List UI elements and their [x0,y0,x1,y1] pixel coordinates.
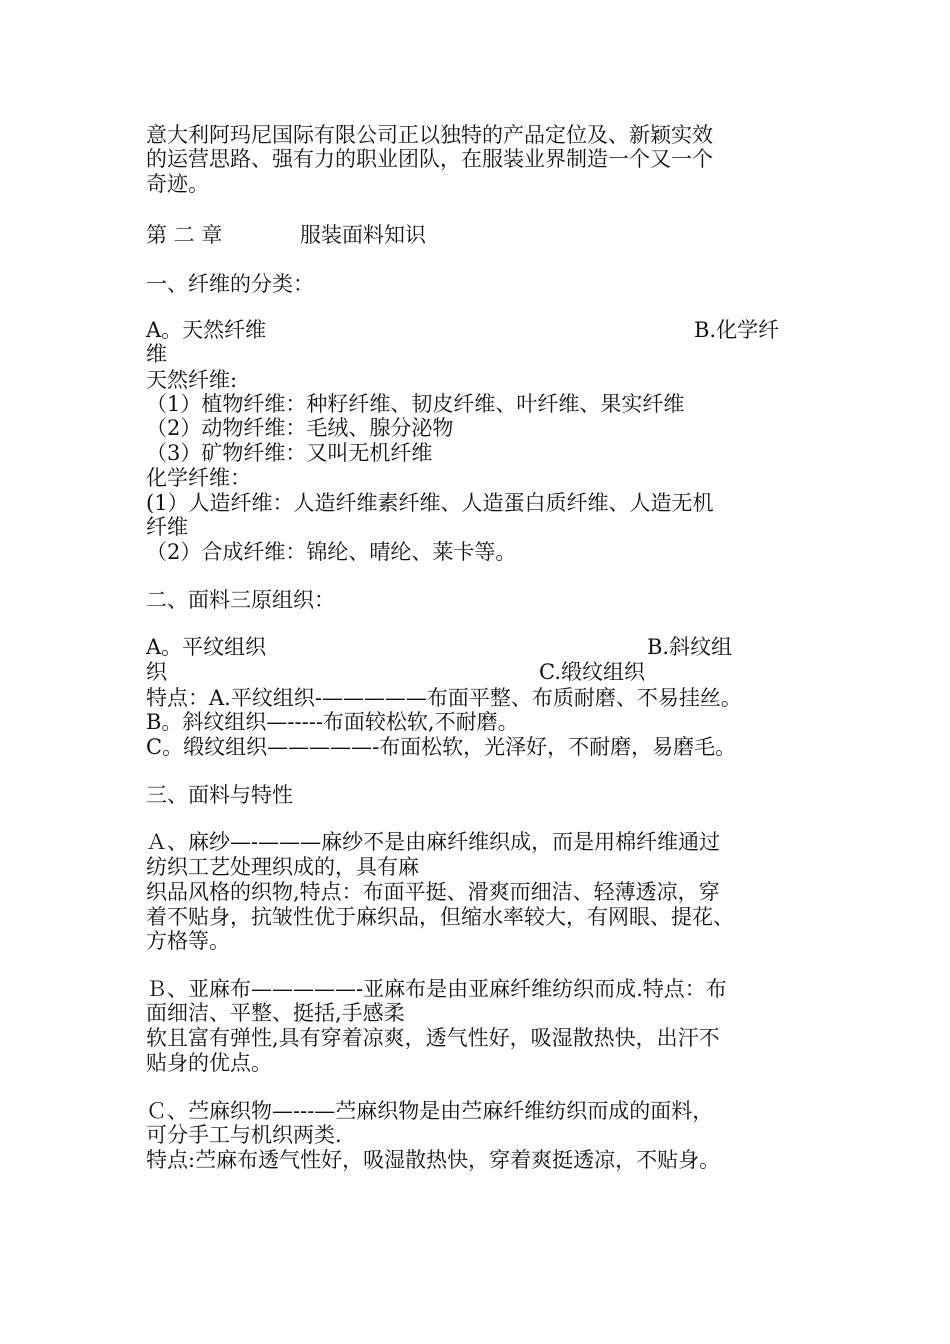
intro-line-3: 奇迹。 [146,172,209,196]
natural-fiber-item-2: （2）动物纤维：毛绒、腺分泌物 [146,416,454,440]
weave-feature-a: 特点：A.平纹组织-—————布面平整、布质耐磨、不易挂丝。 [146,686,742,710]
natural-fiber-item-1: （1）植物纤维：种籽纤维、韧皮纤维、叶纤维、果实纤维 [146,392,685,416]
weave-option-b-cont: 织 [146,660,167,684]
weave-feature-b: B。斜纹组织—-----布面较松软,不耐磨。 [146,710,519,734]
chapter-title: 服装面料知识 [300,223,426,247]
fabric-c-line-3: 特点:苎麻布透气性好，吸湿散热快，穿着爽挺透凉，不贴身。 [146,1148,721,1172]
fabric-c-line-2: 可分手工与机织两类. [146,1123,342,1147]
intro-line-1: 意大利阿玛尼国际有限公司正以独特的产品定位及、新颖实效 [146,123,713,147]
weave-feature-c: C。缎纹组织—————-布面松软，光泽好，不耐磨，易磨毛。 [146,735,737,759]
fabric-a-line-5: 方格等。 [146,929,230,953]
chemical-fiber-item-1-cont: 纤维 [146,515,188,539]
fiber-option-b-cont: 维 [146,342,167,366]
chemical-fiber-heading: 化学纤维： [146,466,251,490]
fabric-b-line-4: 贴身的优点。 [146,1051,272,1075]
section2-heading: 二、面料三原组织： [146,588,335,612]
natural-fiber-item-3: （3）矿物纤维：又叫无机纤维 [146,441,433,465]
fiber-option-b: B.化学纤 [694,318,780,342]
fabric-b-line-3: 软且富有弹性,具有穿着凉爽，透气性好，吸湿散热快，出汗不 [146,1026,720,1050]
fabric-a-line-3: 织品风格的织物,特点：布面平挺、滑爽而细洁、轻薄透凉，穿 [146,880,720,904]
fabric-b-line-2: 面细洁、平整、挺括,手感柔 [146,1001,405,1025]
fiber-option-a: A。天然纤维 [146,318,267,342]
fabric-a-line-2: 纺织工艺处理织成的，具有麻 [146,855,419,879]
chapter-label: 第 二 章 [146,223,223,247]
weave-option-c: C.缎纹组织 [539,660,645,684]
weave-option-b: B.斜纹组 [647,635,733,659]
fabric-a-line-1: Ａ、麻纱—-———麻纱不是由麻纤维织成，而是用棉纤维通过 [146,830,721,854]
fabric-c-line-1: Ｃ、苎麻织物—---—苎麻织物是由苎麻纤维纺织而成的面料， [146,1099,714,1123]
section1-heading: 一、纤维的分类： [146,272,314,296]
weave-option-a: A。平纹组织 [146,635,267,659]
intro-line-2: 的运营思路、强有力的职业团队，在服装业界制造一个又一个 [146,147,713,171]
fabric-a-line-4: 着不贴身，抗皱性优于麻织品，但缩水率较大，有网眼、提花、 [146,905,734,929]
natural-fiber-heading: 天然纤维: [146,368,238,392]
chemical-fiber-item-2: （2）合成纤维：锦纶、晴纶、莱卡等。 [146,540,517,564]
section3-heading: 三、面料与特性 [146,783,293,807]
chemical-fiber-item-1: (1）人造纤维：人造纤维素纤维、人造蛋白质纤维、人造无机 [146,491,714,515]
fabric-b-line-1: Ｂ、亚麻布—————-亚麻布是由亚麻纤维纺织而成.特点：布 [146,977,727,1001]
